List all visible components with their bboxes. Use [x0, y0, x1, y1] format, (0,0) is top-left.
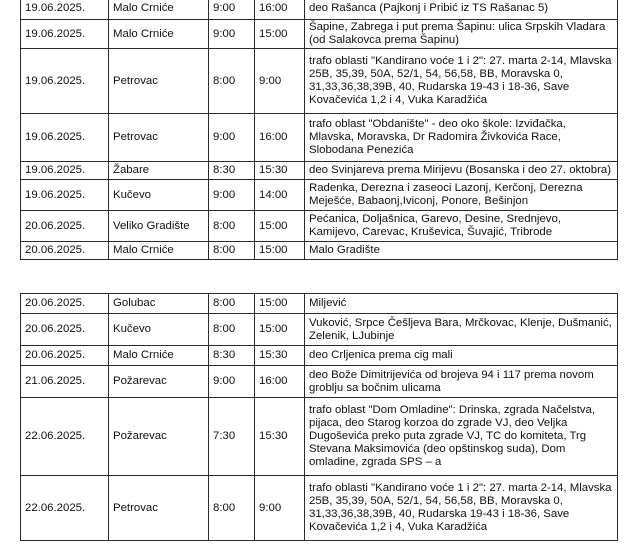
place-cell: Malo Crniće — [109, 20, 209, 49]
outage-table-top — [20, 0, 618, 260]
table-row — [21, 49, 618, 114]
start-time-cell: 9:00 — [209, 366, 255, 398]
area-cell: Pećanica, Doljašnica, Garevo, Desine, Srednjevo, Kamijevo, Carevac, Kruševica, Šuvajić, Tribrode — [305, 211, 618, 242]
date-cell: 19.06.2025. — [21, 114, 109, 162]
area-cell: trafo oblast "Obdanište" - deo oko škole: Izviđačka, Mlavska, Moravska, Dr Radomira Živkovića Race, Slobodana Penezića — [305, 114, 618, 162]
end-time-cell: 15:00 — [255, 294, 305, 314]
start-time-cell: 9:00 — [209, 114, 255, 162]
table-row — [21, 211, 618, 242]
place-cell: Veliko Gradište — [109, 211, 209, 242]
table-row — [21, 476, 618, 541]
place-cell: Žabare — [109, 162, 209, 180]
date-cell: 22.06.2025. — [21, 398, 109, 476]
end-time-cell: 15:00 — [255, 211, 305, 242]
start-time-cell: 8:00 — [209, 294, 255, 314]
table-row — [21, 366, 618, 398]
start-time-cell: 8:00 — [209, 476, 255, 541]
date-cell: 19.06.2025. — [21, 180, 109, 211]
end-time-cell: 16:00 — [255, 114, 305, 162]
date-cell: 20.06.2025. — [21, 294, 109, 314]
table-row — [21, 162, 618, 180]
start-time-cell: 8:00 — [209, 49, 255, 114]
start-time-cell: 8:00 — [209, 314, 255, 346]
end-time-cell: 9:00 — [255, 476, 305, 541]
table-row — [21, 20, 618, 49]
start-time-cell: 9:00 — [209, 20, 255, 49]
area-cell: trafo oblasti "Kandirano voće 1 i 2": 27. marta 2-14, Mlavska 25B, 35,39, 50A, 52/1, 54, 56,58, BB, Moravska 0, 31,33,36,38,39B, 40, Rudarska 19-43 i 18-36, Save Kovačevića 1,2 i 4, Vuka Karadžića — [305, 476, 618, 541]
area-cell: trafo oblasti "Kandirano voće 1 i 2": 27. marta 2-14, Mlavska 25B, 35,39, 50A, 52/1, 54, 56,58, BB, Moravska 0, 31,33,36,38,39B, 40, Rudarska 19-43 i 18-36, Save Kovačevića 1,2 i 4, Vuka Karadžića — [305, 49, 618, 114]
table-row — [21, 398, 618, 476]
date-cell: 19.06.2025. — [21, 0, 109, 20]
place-cell: Malo Crniće — [109, 0, 209, 20]
date-cell: 20.06.2025. — [21, 242, 109, 260]
area-cell: deo Crljenica prema cig mali — [305, 346, 618, 366]
date-cell: 19.06.2025. — [21, 49, 109, 114]
date-cell: 20.06.2025. — [21, 211, 109, 242]
place-cell: Petrovac — [109, 114, 209, 162]
table-row — [21, 0, 618, 20]
end-time-cell: 15:00 — [255, 242, 305, 260]
end-time-cell: 9:00 — [255, 49, 305, 114]
place-cell: Golubac — [109, 294, 209, 314]
start-time-cell: 8:30 — [209, 162, 255, 180]
table-row — [21, 114, 618, 162]
end-time-cell: 15:00 — [255, 20, 305, 49]
table-row — [21, 180, 618, 211]
end-time-cell: 14:00 — [255, 180, 305, 211]
start-time-cell: 8:00 — [209, 211, 255, 242]
place-cell: Malo Crniće — [109, 346, 209, 366]
start-time-cell: 9:00 — [209, 180, 255, 211]
table-row — [21, 314, 618, 346]
place-cell: Malo Crniće — [109, 242, 209, 260]
area-cell: Miljević — [305, 294, 618, 314]
area-cell: Šapine, Zabrega i put prema Šapinu: ulica Srpskih Vladara (od Salakovca prema Šapinu) — [305, 20, 618, 49]
end-time-cell: 15:30 — [255, 346, 305, 366]
date-cell: 22.06.2025. — [21, 476, 109, 541]
place-cell: Petrovac — [109, 476, 209, 541]
table-row — [21, 294, 618, 314]
end-time-cell: 15:00 — [255, 314, 305, 346]
place-cell: Požarevac — [109, 366, 209, 398]
area-cell: deo Svinjareva prema Mirijevu (Bosanska i deo 27. oktobra) — [305, 162, 618, 180]
date-cell: 20.06.2025. — [21, 346, 109, 366]
date-cell: 21.06.2025. — [21, 366, 109, 398]
area-cell: deo Rašanca (Pajkonj i Pribić iz TS Rašanac 5) — [305, 0, 618, 20]
place-cell: Kučevo — [109, 314, 209, 346]
table-row — [21, 346, 618, 366]
place-cell: Kučevo — [109, 180, 209, 211]
date-cell: 20.06.2025. — [21, 314, 109, 346]
start-time-cell: 9:00 — [209, 0, 255, 20]
place-cell: Petrovac — [109, 49, 209, 114]
place-cell: Požarevac — [109, 398, 209, 476]
area-cell: Vuković, Srpce Češljeva Bara, Mrčkovac, Klenje, Dušmanić, Zelenik, LJubinje — [305, 314, 618, 346]
outage-table-bottom — [20, 293, 618, 541]
end-time-cell: 15:30 — [255, 398, 305, 476]
area-cell: Radenka, Derezna i zaseoci Lazonj, Kerčonj, Derezna Meješće, Babaonj,Iviconj, Ponore, Bešinjon — [305, 180, 618, 211]
start-time-cell: 8:30 — [209, 346, 255, 366]
area-cell: deo Bože Dimitrijevića od brojeva 94 i 117 prema novom groblju sa bočnim ulicama — [305, 366, 618, 398]
area-cell: trafo oblast "Dom Omladine": Drinska, zgrada Načelstva, pijaca, deo Starog korzoa do zgrade VJ, deo Veljka Dugoševića preko puta zgrade VJ, TC do komiteta, Trg Stevana Maksimovića (deo opštinskog suda), Dom omladine, zgrada SPS – a — [305, 398, 618, 476]
end-time-cell: 15:30 — [255, 162, 305, 180]
area-cell: Malo Gradište — [305, 242, 618, 260]
date-cell: 19.06.2025. — [21, 20, 109, 49]
end-time-cell: 16:00 — [255, 366, 305, 398]
date-cell: 19.06.2025. — [21, 162, 109, 180]
start-time-cell: 7:30 — [209, 398, 255, 476]
table-row — [21, 242, 618, 260]
start-time-cell: 8:00 — [209, 242, 255, 260]
end-time-cell: 16:00 — [255, 0, 305, 20]
